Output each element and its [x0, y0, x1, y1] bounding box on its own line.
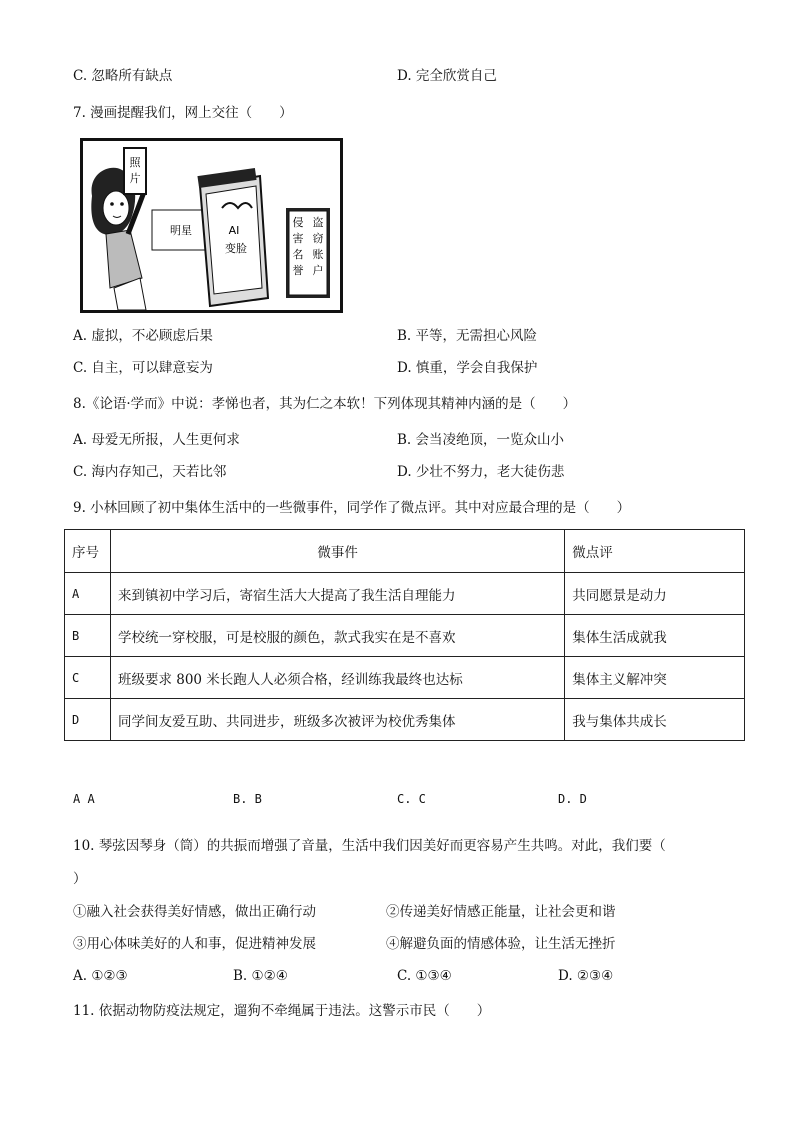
q7-option-d: D. 慎重，学会自我保护	[397, 360, 538, 376]
q10-option-c: C. ①③④	[397, 968, 452, 984]
table-header-cell: 序号	[65, 530, 111, 573]
q8-option-c: C. 海内存知己，天若比邻	[73, 464, 227, 480]
svg-text:誉: 誉	[292, 264, 304, 277]
table-header-cell: 微事件	[110, 530, 564, 573]
svg-text:户: 户	[312, 264, 324, 277]
svg-text:害: 害	[292, 232, 304, 245]
cartoon-photo-label-1: 照	[129, 156, 141, 169]
table-header-row	[65, 530, 745, 573]
q7-cartoon	[80, 138, 343, 313]
q11-stem: 11. 依据动物防疫法规定，遛狗不牵绳属于违法。这警示市民（ ）	[73, 1003, 491, 1019]
table-cell: 集体生活成就我	[565, 615, 745, 657]
svg-text:名: 名	[292, 248, 304, 261]
svg-text:账: 账	[312, 248, 324, 261]
q7-option-c: C. 自主，可以肆意妄为	[73, 360, 213, 376]
table-header-cell: 微点评	[565, 530, 745, 573]
table-cell: D	[65, 699, 111, 741]
q9-table	[64, 529, 745, 741]
q10-option-d: D. ②③④	[558, 968, 614, 984]
table-row	[65, 657, 745, 699]
q10-statement-2: ②传递美好情感正能量，让社会更和谐	[386, 904, 616, 920]
q8-stem: 8.《论语·学而》中说：孝悌也者，其为仁之本软！下列体现其精神内涵的是（ ）	[73, 396, 577, 412]
q10-stem-line2: ）	[73, 871, 87, 887]
q10-stem-line1: 10. 琴弦因琴身（筒）的共振而增强了音量，生活中我们因美好而更容易产生共鸣。对此，我们要（	[73, 838, 666, 854]
q7-stem: 7. 漫画提醒我们，网上交往（ ）	[73, 105, 293, 121]
cartoon-star-label: 明星	[170, 224, 192, 237]
table-cell: 班级要求 800 米长跑人人必须合格，经训练我最终也达标	[110, 657, 564, 699]
q8-option-d: D. 少壮不努力，老大徒伤悲	[397, 464, 565, 480]
q6-option-d: D. 完全欣赏自己	[397, 68, 497, 84]
q9-option-d: D. D	[558, 792, 587, 806]
q7-option-a: A. 虚拟，不必顾虑后果	[73, 328, 213, 344]
q8-option-a: A. 母爱无所报，人生更何求	[73, 432, 240, 448]
q9-option-b: B. B	[233, 792, 262, 806]
q10-option-b: B. ①②④	[233, 968, 288, 984]
table-cell: 我与集体共成长	[565, 699, 745, 741]
cartoon-photo-label-2: 片	[129, 172, 141, 185]
table-cell: 集体主义解冲突	[565, 657, 745, 699]
q6-option-c: C. 忽略所有缺点	[73, 68, 173, 84]
table-row	[65, 573, 745, 615]
q10-statement-1: ①融入社会获得美好情感，做出正确行动	[73, 904, 316, 920]
q10-statement-3: ③用心体味美好的人和事，促进精神发展	[73, 936, 316, 952]
table-row	[65, 615, 745, 657]
q10-option-a: A. ①②③	[73, 968, 128, 984]
table-cell: 同学间友爱互助、共同进步，班级多次被评为校优秀集体	[110, 699, 564, 741]
table-cell: B	[65, 615, 111, 657]
table-cell: 学校统一穿校服，可是校服的颜色，款式我实在是不喜欢	[110, 615, 564, 657]
svg-text:盗: 盗	[312, 216, 324, 229]
table-cell: 来到镇初中学习后，寄宿生活大大提高了我生活自理能力	[110, 573, 564, 615]
svg-text:侵: 侵	[292, 216, 304, 229]
cartoon-ai-label-1: AI	[228, 224, 240, 237]
q8-option-b: B. 会当凌绝顶，一览众山小	[397, 432, 565, 448]
q9-option-c: C. C	[397, 792, 426, 806]
q9-option-a: A A	[73, 792, 95, 806]
svg-text:窃: 窃	[312, 232, 324, 245]
q9-stem: 9. 小林回顾了初中集体生活中的一些微事件，同学作了微点评。其中对应最合理的是（ ）	[73, 500, 631, 516]
table-cell: 共同愿景是动力	[565, 573, 745, 615]
table-cell: C	[65, 657, 111, 699]
q10-statement-4: ④解避负面的情感体验，让生活无挫折	[386, 936, 616, 952]
q7-option-b: B. 平等，无需担心风险	[397, 328, 538, 344]
table-cell: A	[65, 573, 111, 615]
cartoon-ai-label-2: 变脸	[225, 242, 247, 255]
table-row	[65, 699, 745, 741]
